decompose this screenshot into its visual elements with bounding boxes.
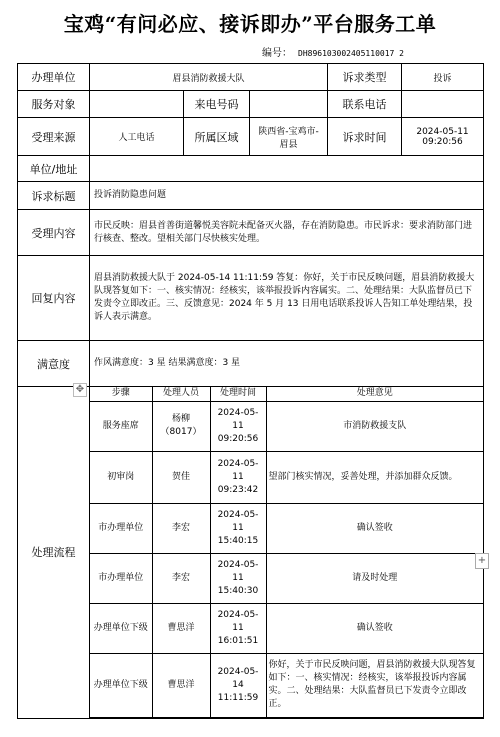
reply-label: 回复内容 [18,256,90,341]
source-value: 人工电话 [90,118,184,156]
table-row [90,653,483,717]
page-title: 宝鸡“有问必应、接诉即办”平台服务工单 [63,12,437,36]
table-row [90,553,483,603]
target-value [90,91,184,118]
time-value: 2024-05-11 09:20:56 [402,118,484,156]
table-row [90,503,483,553]
serial-label: 编号： [262,48,292,59]
process-time: 2024-05-11 09:20:56 [210,401,266,451]
process-person: 李宏 [152,553,210,603]
satisfaction-value: 作风满意度：3 星 结果满意度：3 星 [90,341,484,387]
serial-number [262,44,404,59]
area-value: 陕西省-宝鸡市-眉县 [250,118,328,156]
unit-value: 眉县消防救援大队 [90,64,328,91]
serial-value: DH896103002405110017 2 [298,49,404,58]
table-row [90,603,483,653]
subject-label: 诉求标题 [18,182,90,210]
plus-icon[interactable]: + [475,553,489,569]
process-step: 市办理单位 [90,503,152,553]
process-opinion: 市消防救援支队 [266,401,483,451]
type-value: 投诉 [402,64,484,91]
contact-value [402,91,484,118]
process-step: 市办理单位 [90,553,152,603]
process-time: 2024-05-14 11:11:59 [210,653,266,717]
content-label: 受理内容 [18,210,90,256]
process-opinion: 确认签收 [266,503,483,553]
process-person: 李宏 [152,503,210,553]
process-step: 办理单位下级 [90,603,152,653]
process-person: 曹思洋 [152,653,210,717]
process-step: 服务座席 [90,401,152,451]
reply-value: 眉县消防救援大队于 2024-05-14 11:11:59 答复：你好，关于市民反映问题，眉县消防救援大队现答复如下：一、核实情况：经核实，该举报投诉内容属实。二、处理结果：大队监督员已下发责令立即改正。三、反馈意见：2024 年 5 月 13 日用电话联系投诉人告知工单处理结果，投诉人表示满意。 [90,256,484,341]
process-step: 初审岗 [90,451,152,503]
process-person: 曹思洋 [152,603,210,653]
process-header-opinion: 处理意见 [266,387,483,401]
process-time: 2024-05-11 09:23:42 [210,451,266,503]
table-row [90,451,483,503]
process-step: 办理单位下级 [90,653,152,717]
process-time: 2024-05-11 15:40:15 [210,503,266,553]
process-opinion: 请及时处理 [266,553,483,603]
time-label: 诉求时间 [328,118,402,156]
process-person: 杨柳（8017） [152,401,210,451]
satisfaction-label: 满意度 [18,341,90,387]
unit-label: 办理单位 [18,64,90,91]
area-label: 所属区域 [184,118,250,156]
process-time: 2024-05-11 15:40:30 [210,553,266,603]
content-value: 市民反映：眉县首善街道馨悦美容院未配备灭火器，存在消防隐患。市民诉求：要求消防部门进行核查、整改。望相关部门尽快核实处理。 [90,210,484,256]
table-row [90,401,483,451]
process-cell [90,387,484,719]
addr-value [90,156,484,182]
work-order-table [17,63,484,719]
process-time: 2024-05-11 16:01:51 [210,603,266,653]
process-opinion: 你好，关于市民反映问题，眉县消防救援大队现答复如下：一、核实情况：经核实，该举报投诉内容属实。二、处理结果：大队监督员已下发责令立即改正。 [266,653,483,717]
source-label: 受理来源 [18,118,90,156]
addr-label: 单位/地址 [18,156,90,182]
process-opinion: 确认签收 [266,603,483,653]
target-label: 服务对象 [18,91,90,118]
move-icon[interactable]: ✥ [73,383,87,397]
process-header-person: 处理人员 [152,387,210,401]
phone-label: 来电号码 [184,91,250,118]
process-opinion: 望部门核实情况，妥善处理，并添加群众反馈。 [266,451,483,503]
process-header-step: 步骤 [90,387,152,401]
process-header-time: 处理时间 [210,387,266,401]
contact-label: 联系电话 [328,91,402,118]
subject-value: 投诉消防隐患问题 [90,182,484,210]
process-table [90,387,483,718]
type-label: 诉求类型 [328,64,402,91]
phone-value [250,91,328,118]
process-label: 处理流程 [18,387,90,719]
process-person: 贺佳 [152,451,210,503]
